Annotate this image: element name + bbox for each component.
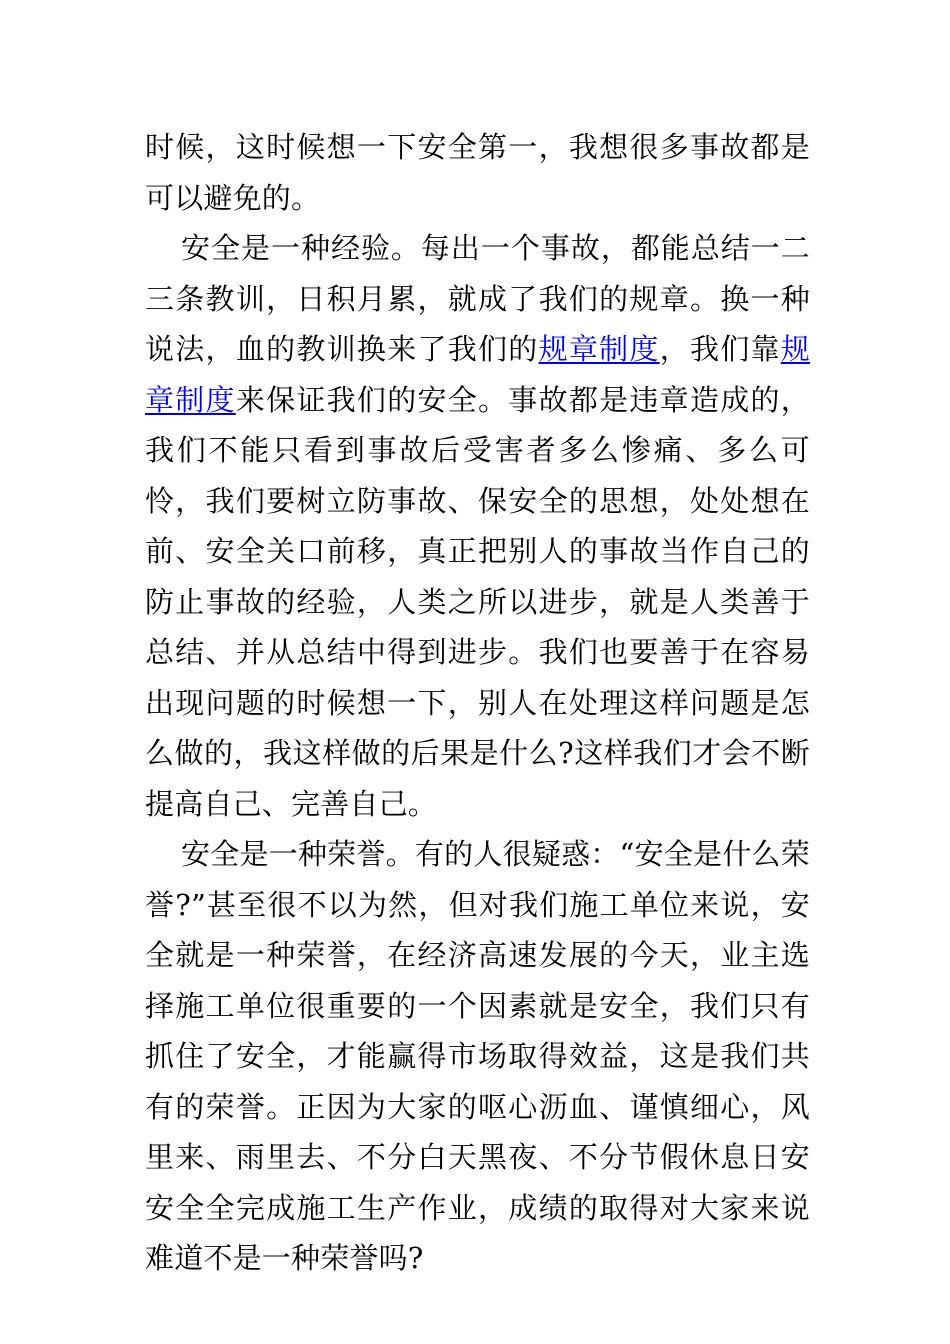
paragraph-text: 来保证我们的安全。事故都是违章造成的，我们不能只看到事故后受害者多么惨痛、多么可怜，我们要树立防事故、保安全的思想，处处想在前、安全关口前移，真正把别人的事故当作自己的防止事故的经验，人类之所以进步，就是人类善于总结、并从总结中得到进步。我们也要善于在容易出现问题的时候想一下，别人在处理这样问题是怎么做的，我这样做的后果是什么?这样我们才会不断提高自己、完善自己。 [145, 382, 810, 821]
paragraph-text: 安全是一种荣誉。有的人很疑惑：“安全是什么荣誉?”甚至很不以为然，但对我们施工单位来说，安全就是一种荣誉，在经济高速发展的今天，业主选择施工单位很重要的一个因素就是安全，我们只有抓住了安全，才能赢得市场取得效益，这是我们共有的荣誉。正因为大家的呕心沥血、谨慎细心，风里来、雨里去、不分白天黑夜、不分节假休息日安安全全完成施工生产作业，成绩的取得对大家来说难道不是一种荣誉吗? [145, 837, 810, 1275]
paragraph-experience [145, 223, 810, 829]
paragraph-text: ，我们靠 [659, 332, 781, 366]
regulations-link[interactable]: 规章制度 [538, 332, 660, 366]
document-page [145, 122, 810, 1284]
regulations-link[interactable]: 规章制度 [145, 332, 810, 417]
paragraph-continuation [145, 122, 810, 223]
paragraph-text: 时候，这时候想一下安全第一，我想很多事故都是可以避免的。 [145, 130, 810, 215]
paragraph-honor [145, 829, 810, 1284]
paragraph-text: 安全是一种经验。每出一个事故，都能总结一二三条教训，日积月累，就成了我们的规章。换一种说法，血的教训换来了我们的 [145, 231, 810, 366]
